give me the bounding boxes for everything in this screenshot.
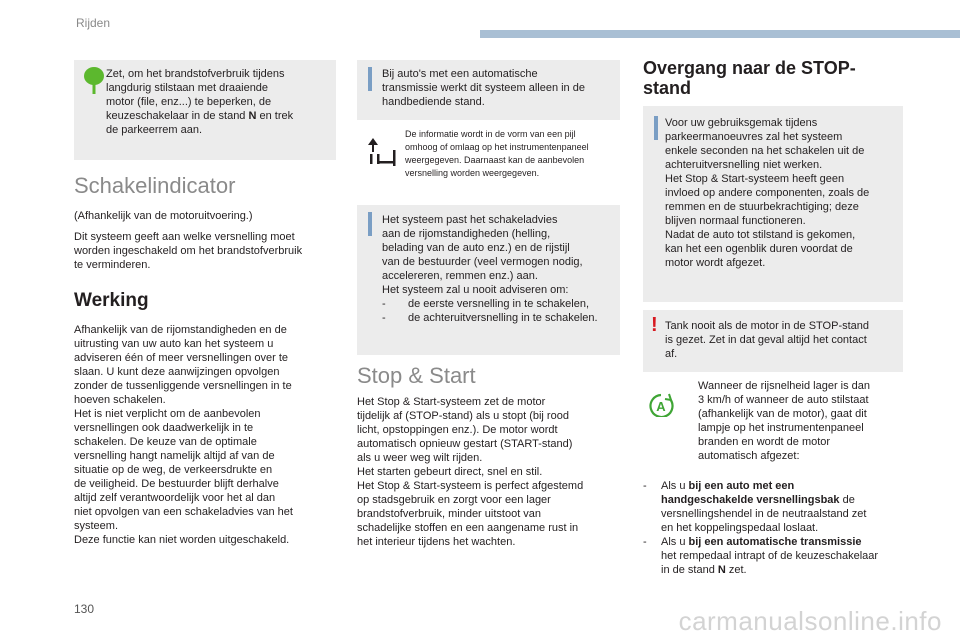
stop-conditions-list	[643, 479, 878, 577]
page-number: 130	[74, 602, 95, 616]
eco-leaf-icon	[83, 66, 105, 101]
warning-icon: !	[651, 314, 658, 336]
werking-paragraph: Afhankelijk van de rijomstandigheden en de uitrusting van uw auto kan het systeem u adviseren één of meer versnellingen over te slaan. U kunt deze aanwijzingen opvolgen zonder de tussenliggende versnellingen in te hoeven schakelen. Het is niet verplicht om de aanbevolen versnellingen ook daadwerkelijk in te schakelen. De keuze van de optimale versnelling hangt namelijk altijd af van de situatie op de weg, de verkeersdrukte en de veiligheid. De bestuurder blijft derhalve altijd zelf verantwoordelijk voor het al dan niet opvolgen van een schakeladvies van het systeem. Deze functie kan niet worden uitgeschakeld.	[74, 324, 293, 546]
info-automatic-text: Bij auto's met een automatische transmissie werkt dit systeem alleen in de handbediende stand.	[382, 68, 585, 108]
warning-text: Tank nooit als de motor in de STOP-stand is gezet. Zet in dat geval altijd het contact af.	[665, 320, 870, 360]
info-icon	[654, 116, 658, 140]
info-advice-text: Het systeem past het schakeladvies aan de rijomstandigheden (helling, belading van de auto enz.) en de rijstijl van de bestuurder (veel vermogen nodig, accelereren, remmen enz.) aan. Het systeem zal u nooit adviseren om: - de eerste versnelling in te schakelen, - de achteruitversnelling in te schakelen.	[382, 214, 598, 324]
title-stop-mode: Overgang naar de STOP- stand	[643, 58, 856, 98]
title-stop-start: Stop & Start	[357, 363, 476, 388]
list-item: - Als u bij een automatische transmissie het rempedaal intrapt of de keuzeschakelaar in de stand N zet.	[643, 536, 879, 576]
info-icon	[368, 212, 372, 236]
title-schakelindicator: Schakelindicator	[74, 173, 236, 198]
intro-paragraph: Dit systeem geeft aan welke versnelling moet worden ingeschakeld om het brandstofverbruik te verminderen.	[74, 231, 303, 271]
list-item: - de eerste versnelling in te schakelen,	[382, 298, 589, 310]
info-stop-text: Voor uw gebruiksgemak tijdens parkeermanoeuvres zal het systeem enkele seconden na het schakelen uit de achteruitversnelling niet werken. Het Stop & Start-systeem heeft geen invloed op andere componenten, zoals de remmen en de stuurbekrachtiging; deze blijven normaal functioneren. Nadat de auto tot stilstand is gekomen, kan het een ogenblik duren voordat de motor wordt afgezet.	[665, 117, 870, 269]
stop-start-lamp-icon	[648, 393, 674, 422]
lamp-text: Wanneer de rijsnelheid lager is dan 3 km/h of wanneer de auto stilstaat (afhankelijk van de motor), gaat dit lampje op het instrumentenpaneel branden en wordt de motor automatisch afgezet:	[698, 380, 871, 462]
list-item: - de achteruitversnelling in te schakelen.	[382, 312, 598, 324]
header-bar	[480, 30, 960, 38]
eco-tip-text: Zet, om het brandstofverbruik tijdens langdurig stilstaan met draaiende motor (file, enz...) te beperken, de keuzeschakelaar in de stand N en trek de parkeerrem aan.	[106, 68, 294, 136]
subtitle-werking: Werking	[74, 290, 149, 311]
watermark: carmanualsonline.info	[678, 606, 942, 636]
intro-note: (Afhankelijk van de motoruitvoering.)	[74, 210, 253, 222]
gear-shift-indicator-icon	[364, 134, 400, 175]
info-icon	[368, 67, 372, 91]
stop-start-paragraph: Het Stop & Start-systeem zet de motor tijdelijk af (STOP-stand) als u stopt (bij rood licht, opstoppingen enz.). De motor wordt automatisch opnieuw gestart (START-stand) als u weer weg wilt rijden. Het starten gebeurt direct, snel en stil. Het Stop & Start-systeem is perfect afgestemd op stadsgebruik en zorgt voor een lager brandstofverbruik, minder uitstoot van schadelijke stoffen en een aangename rust in het interieur tijdens het wachten.	[357, 396, 584, 548]
svg-text:A: A	[656, 399, 666, 414]
list-item: - Als u bij een auto met een handgeschakelde versnellingsbak de versnellingshendel in de neutraalstand zet en het koppelingspedaal loslaat.	[643, 480, 867, 534]
section-label: Rijden	[76, 16, 111, 30]
display-note-text: De informatie wordt in de vorm van een pijl omhoog of omlaag op het instrumentenpaneel weergegeven. Daarnaast kan de aanbevolen versnelling worden weergegeven.	[405, 129, 589, 178]
